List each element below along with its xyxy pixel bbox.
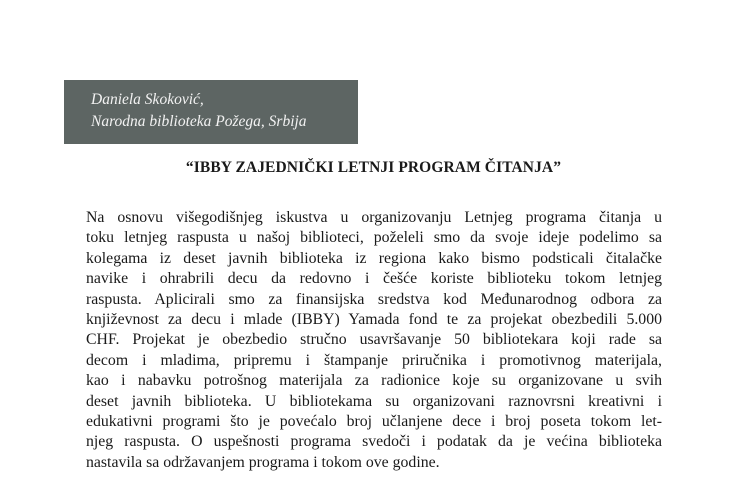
body-line: raspusta. Aplicirali smo za finansijska sredstva kod Međunarodnog odbora za: [86, 290, 662, 308]
body-line: toku letnjeg raspusta u našoj biblioteci, poželeli smo da svoje ideje podelimo sa: [86, 229, 662, 247]
article-body: [86, 208, 662, 473]
author-name: Daniela Skoković,: [91, 91, 204, 108]
body-line: kao i nabavku potrošnog materijala za radionice koje su organizovane u svih: [86, 372, 662, 390]
author-box: [64, 80, 358, 144]
body-line: njeg raspusta. O uspešnosti programa svedoči i podatak da je većina biblioteka: [86, 433, 662, 451]
author-affiliation: Narodna biblioteka Požega, Srbija: [91, 113, 307, 130]
body-line: nastavila sa održavanjem programa i tokom ove godine.: [86, 453, 440, 471]
body-line: edukativni programi što je povećalo broj učlanjene dece i broj poseta tokom let-: [86, 413, 662, 431]
article-title: “IBBY ZAJEDNIČKI LETNJI PROGRAM ČITANJA”: [185, 159, 562, 176]
body-line: deset javnih biblioteka. U bibliotekama su organizovani raznovrsni kreativni i: [86, 392, 662, 410]
body-line: Na osnovu višegodišnjeg iskustva u organizovanju Letnjeg programa čitanja u: [86, 209, 662, 226]
body-line: CHF. Projekat je obezbedio stručno usavršavanje 50 bibliotekara koji rade sa: [86, 331, 662, 349]
body-line: književnost za decu i mlade (IBBY) Yamada fond te za projekat obezbedili 5.000: [86, 311, 662, 329]
body-line: navike i ohrabrili decu da redovno i češće koriste biblioteku tokom letnjeg: [86, 270, 662, 288]
body-line: decom i mladima, pripremu i štampanje priručnika i promotivnog materijala,: [86, 351, 662, 369]
body-line: kolegama iz deset javnih biblioteka iz regiona kako bismo podsticali čitalačke: [86, 249, 662, 267]
